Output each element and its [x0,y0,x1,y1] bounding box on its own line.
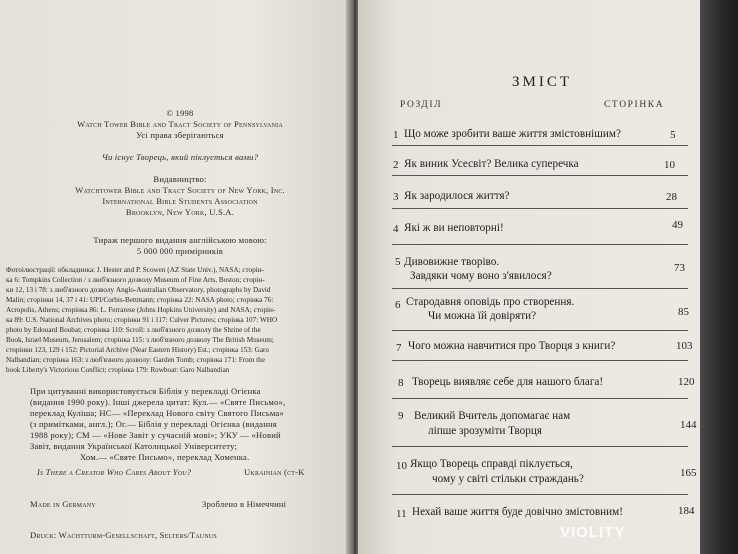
credit-line: ка 6: Tompkins Collection / з люб'язного дозволу Museum of Fine Arts, Boston; сторін- [6,276,265,284]
note-line: Завіт, видання Української Католицької Університету; [30,441,238,451]
note-line: переклад Куліша; НС— «Переклад Нового світу Святого Письма» [30,408,284,418]
chapter-page: 5 [670,129,676,141]
chapter-number: 2 [393,159,399,171]
toc-page-header: СТОРІНКА [604,100,665,110]
chapter-page: 85 [678,306,689,318]
chapter-title: Стародавня оповідь про створення. [406,296,575,308]
credit-line: Фотоілюстрації: обкладинка: J. Hester and P. Scowen (AZ State Univ.), NASA; сторін- [6,266,264,274]
toc-divider [392,360,688,361]
chapter-title: Чого можна навчитися про Творця з книги? [408,340,616,352]
chapter-title: Нехай ваше життя буде довічно змістовним! [412,506,623,518]
credit-line: Acropolis, Athens; сторінка 86: L. Ferrarese (Johns Hopkins University) and NASA; сторін- [6,306,276,314]
toc-divider [392,446,688,447]
toc-divider [392,175,688,176]
chapter-number: 4 [393,223,399,235]
credit-line: Nalbandian; сторінка 163: з люб'язного дозволу: Garden Tomb; сторінка 171: From the [6,356,265,364]
chapter-title: Великий Вчитель допомагає нам [414,410,571,422]
toc-divider [392,330,688,331]
chapter-title-line2: чому у світі стільки страждань? [432,473,584,485]
note-line: При цитуванні використовується Біблія у перекладі Огієнка [30,386,261,396]
chapter-page: 10 [664,159,675,171]
toc-divider [392,494,688,495]
chapter-title: Дивовижне творіво. [404,256,500,268]
chapter-page: 103 [676,340,693,352]
toc-divider [392,398,688,399]
toc-title: ЗМІСТ [511,74,572,90]
chapter-page: 120 [678,376,695,388]
chapter-number: 5 [395,256,401,268]
made-in-germany: Made in Germany [30,499,96,509]
toc-divider [392,244,688,245]
chapter-title-line2: Чи можна їй довіряти? [428,310,537,322]
background-edge [700,0,738,554]
chapter-number: 8 [398,377,404,389]
toc-divider [392,288,688,289]
credit-line: ки 12, 13 і 78: з люб'язного дозволу Anglo-Australian Observatory, photographs by David [6,286,271,294]
chapter-number: 11 [396,508,407,520]
credit-line: Malin; сторінки 14, 37 і 41: UPI/Corbis-Bettmann; сторінка 22: NASA photo; сторінка 76: [6,296,274,304]
note-line: (видання 1990 року). Інші джерела цитат: Кул.— «Святе Письмо», [30,397,286,407]
credit-line: Book, Israel Museum, Jerusalem; сторінка 115: з люб'язного дозволу The British Museum; [6,336,274,344]
publisher-ibsa: International Bible Students Association [102,196,258,206]
english-title: Is There a Creator Who Cares About You? [37,467,192,477]
credit-line: book Liberty's Victorious Conflict; сторінка 179: Rowboat: Garo Nalbandian [6,366,230,374]
chapter-number: 7 [396,342,402,354]
chapter-title: Як виник Усесвіт? Велика суперечка [404,158,579,170]
chapter-title: Якщо Творець справді піклується, [410,458,573,470]
note-line: Хом.— «Святе Письмо», переклад Хоменка. [80,452,250,462]
chapter-title: Які ж ви неповторні! [404,222,504,234]
chapter-page: 49 [672,219,683,231]
credit-line: сторінки 123, 129 і 152: Pictorial Archive (Near Eastern History) Est.; сторінка 153: Garo [6,346,270,354]
print-run-label: Тираж першого видання англійською мовою: [93,235,267,245]
publisher-location: Brooklyn, New York, U.S.A. [125,207,235,217]
credit-line: photo by Edouard Boubat; сторінка 110: Scroll: з люб'язного дозволу the Shrine of the [6,326,261,334]
chapter-number: 9 [398,410,404,422]
edition-code: Ukrainian (ct-K [244,467,305,477]
copyright-year: © 1998 [166,108,194,118]
chapter-page: 73 [674,262,685,274]
print-info: Druck: Wachtturm-Gesellschaft, Selters/Taunus [30,530,217,540]
watermark-logo: VIOLITY [560,524,626,541]
chapter-title-line2: ліпше зрозуміти Творця [428,425,542,437]
made-in-germany-ua: Зроблено в Німеччині [202,499,287,509]
chapter-number: 6 [395,299,401,311]
chapter-number: 10 [396,460,407,472]
chapter-title-line2: Завдяки чому воно з'явилося? [410,270,552,282]
rights-reserved: Усі права зберігаються [136,130,224,140]
credit-line: ка 89: U.S. National Archives photo; сторінки 91 і 117: Culver Pictures; сторінка 107: WHO [6,316,278,324]
chapter-page: 144 [680,419,697,431]
chapter-page: 28 [666,191,677,203]
publishers-label: Видавництво: [153,174,207,184]
note-line: (з примітками, англ.); Ог.— Біблія у перекладі Огієнка (видання [30,419,277,429]
toc-divider [392,208,688,209]
chapter-page: 184 [678,505,695,517]
chapter-page: 165 [680,467,697,479]
toc-divider [392,145,688,146]
chapter-title: Що може зробити ваше життя змістовнішим? [404,128,621,140]
note-line: 1988 року); СМ — «Нове Завіт у сучасній мові»; УКУ — «Новий [30,430,281,440]
publisher-new-york: Watchtower Bible and Tract Society of New York, Inc. [75,185,285,195]
toc-chapter-header: РОЗДІЛ [400,100,443,110]
chapter-title: Як зародилося життя? [404,190,510,202]
chapter-number: 1 [393,129,399,141]
chapter-number: 3 [393,191,399,203]
publisher-pennsylvania: Watch Tower Bible and Tract Society of Pennsylvania [77,119,283,129]
book-question: Чи існує Творець, який піклується вами? [101,152,259,162]
print-run: 5 000 000 примірників [136,246,224,256]
chapter-title: Творець виявляє себе для нашого блага! [412,376,604,388]
